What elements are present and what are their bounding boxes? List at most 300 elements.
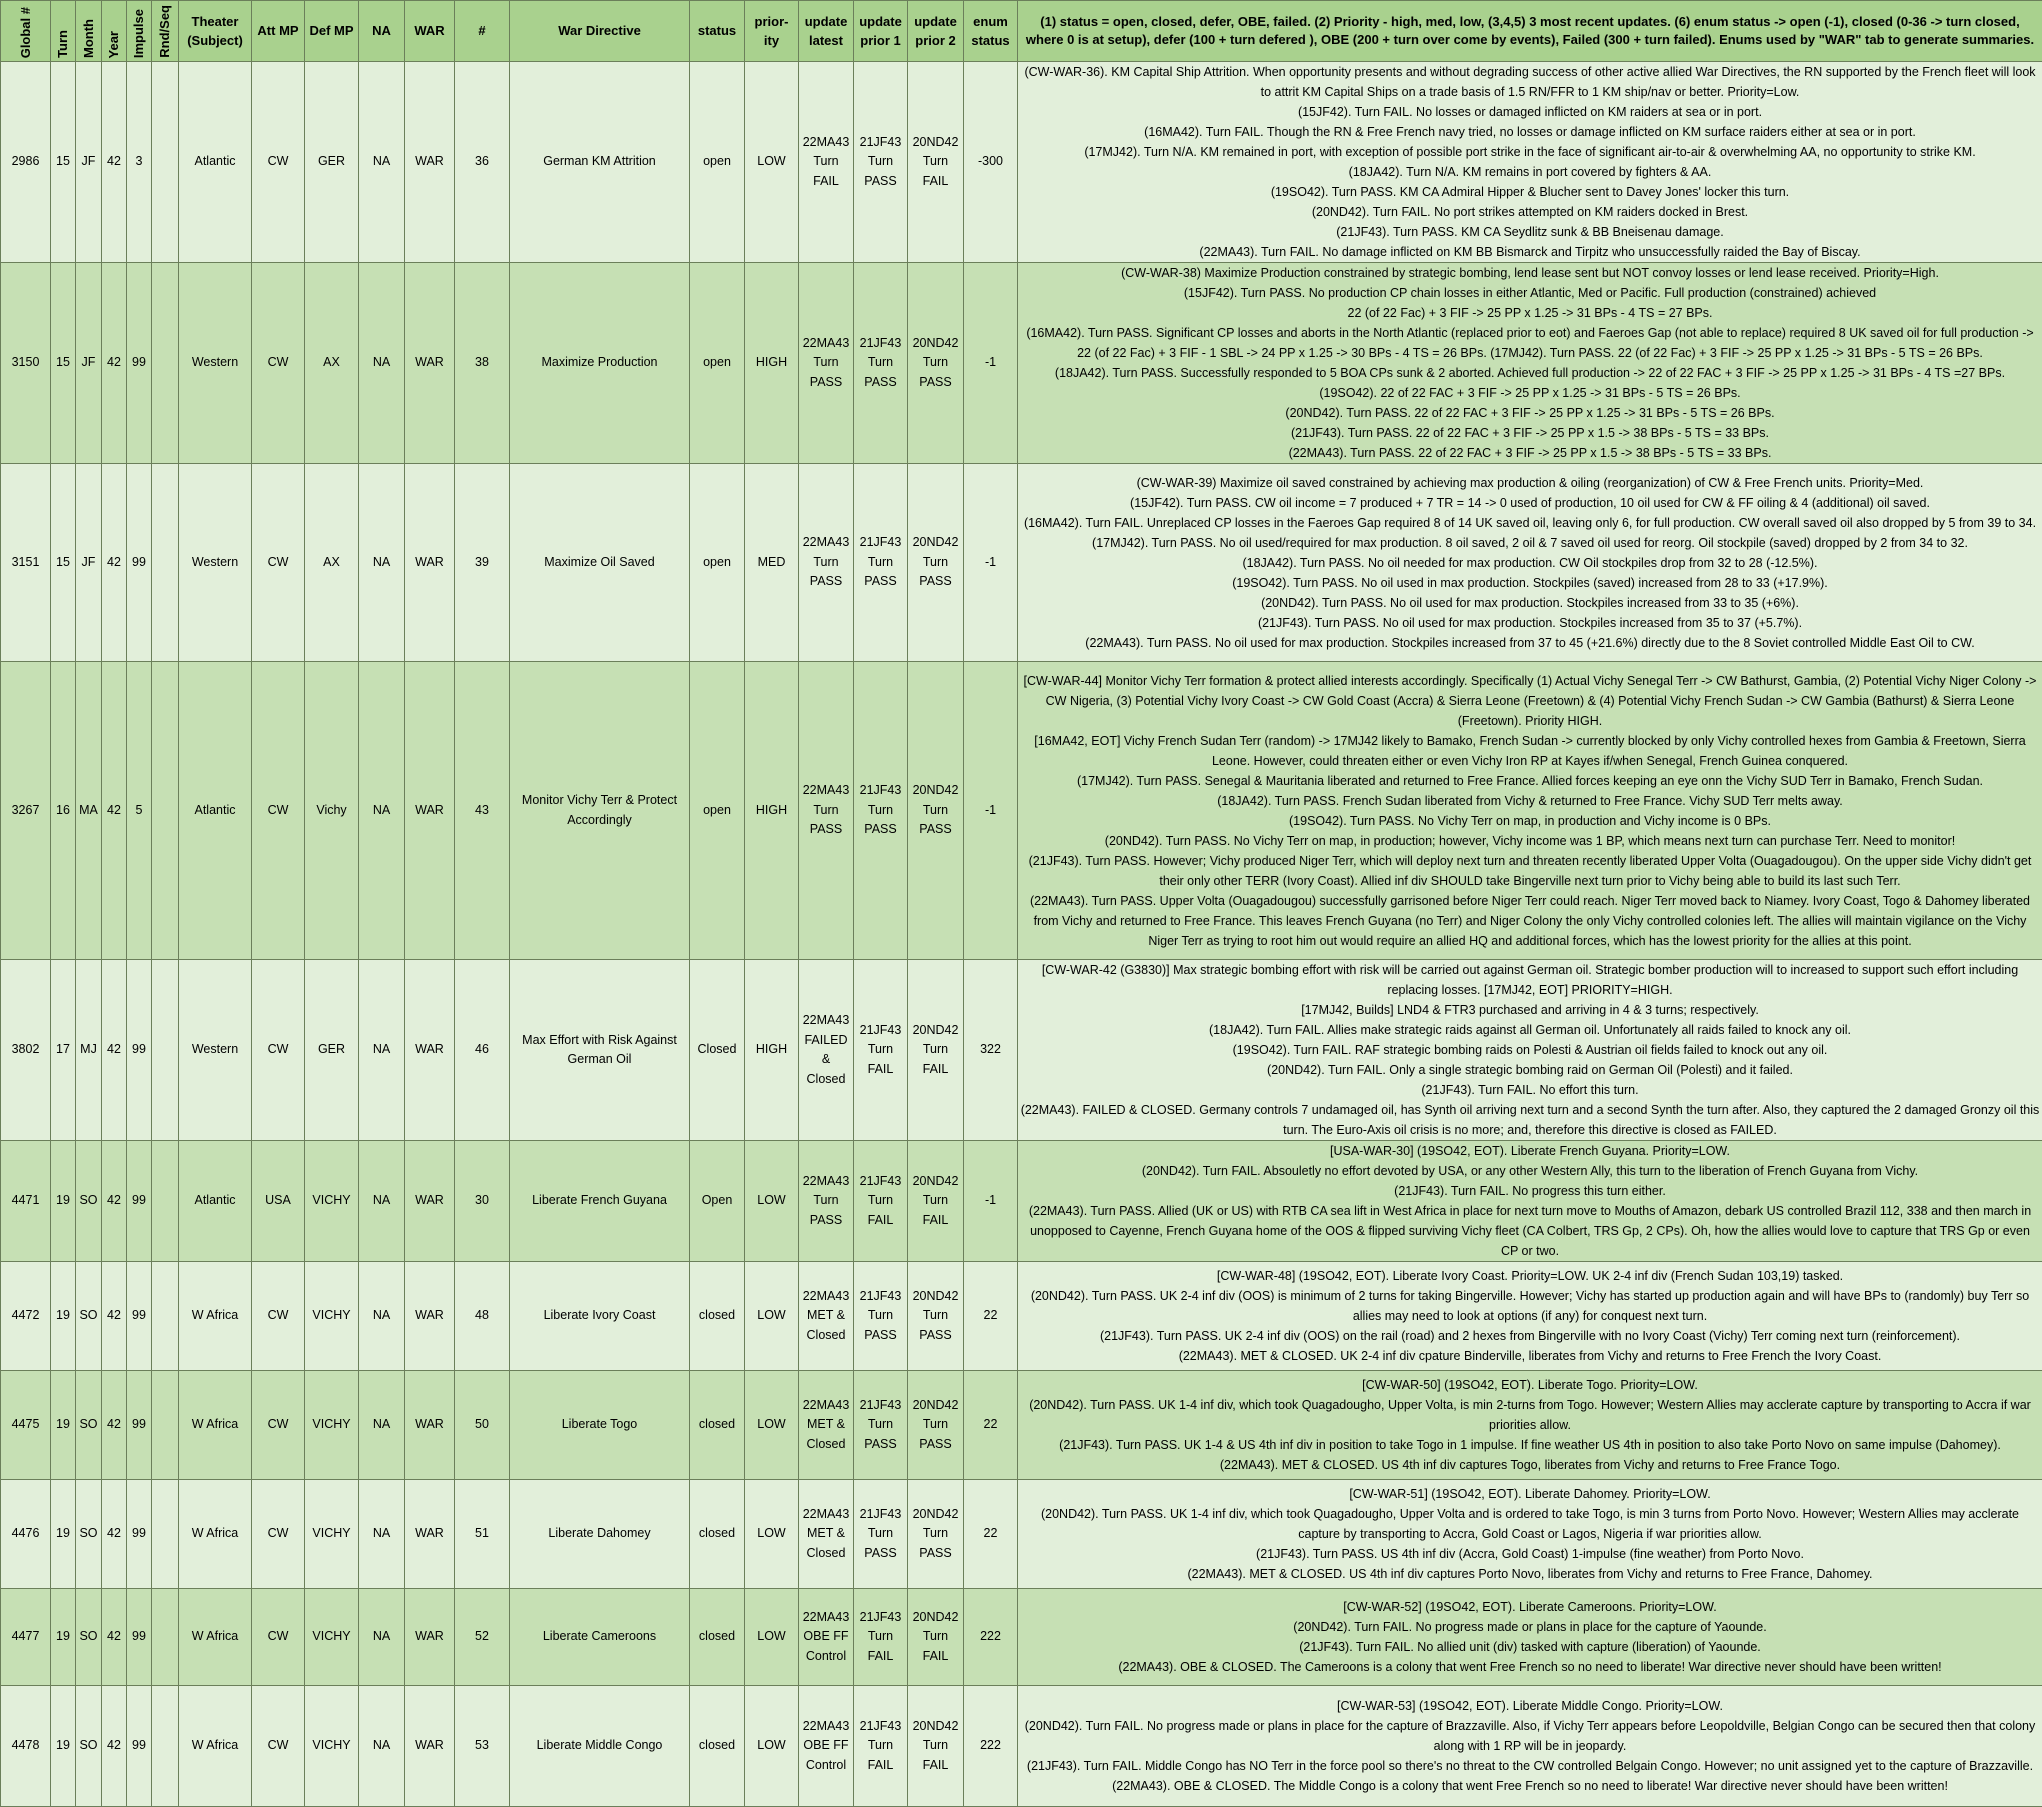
cell-month[interactable]: SO bbox=[76, 1262, 102, 1371]
cell-month[interactable]: JF bbox=[76, 464, 102, 662]
note-line: (18JA42). Turn FAIL. Allies make strategic raids against all German oil. Unfortunately all raids failed to knock any oil. bbox=[1020, 1020, 2040, 1040]
col-header-war[interactable]: WAR bbox=[405, 1, 455, 62]
cell-number[interactable]: 52 bbox=[455, 1589, 510, 1686]
cell-year[interactable]: 42 bbox=[102, 1480, 127, 1589]
note-line: (22MA43). FAILED & CLOSED. Germany controls 7 undamaged oil, has Synth oil arriving next turn and a second Synth the turn after. Also, they captured the 2 damaged Gronzy oil this turn. The Euro-Axis oil crisis is no more; and, therefore this directive is closed as FAILED. bbox=[1020, 1100, 2040, 1140]
cell-status[interactable]: closed bbox=[690, 1262, 745, 1371]
cell-theater[interactable]: Atlantic bbox=[179, 62, 252, 263]
cell-enum-status[interactable]: 222 bbox=[964, 1686, 1018, 1807]
cell-global[interactable]: 4471 bbox=[1, 1141, 51, 1262]
cell-war-directive[interactable]: Liberate Ivory Coast bbox=[510, 1262, 690, 1371]
col-header-war-directive[interactable]: War Directive bbox=[510, 1, 690, 62]
cell-turn[interactable]: 15 bbox=[51, 464, 76, 662]
note-line: (22MA43). MET & CLOSED. UK 2-4 inf div cpature Binderville, liberates from Vichy and returns to Free French the Ivory Coast. bbox=[1020, 1346, 2040, 1366]
cell-global[interactable]: 3267 bbox=[1, 662, 51, 960]
cell-year[interactable]: 42 bbox=[102, 62, 127, 263]
cell-war[interactable]: WAR bbox=[405, 62, 455, 263]
cell-update-prior-2[interactable]: 20ND42 Turn PASS bbox=[908, 263, 964, 464]
note-line: (19SO42). 22 of 22 FAC + 3 FIF -> 25 PP x 1.25 -> 31 BPs - 5 TS = 26 BPs. bbox=[1020, 383, 2040, 403]
cell-month[interactable]: SO bbox=[76, 1480, 102, 1589]
header-row bbox=[1, 1, 2042, 62]
cell-status[interactable]: open bbox=[690, 464, 745, 662]
cell-update-prior-2[interactable]: 20ND42 Turn PASS bbox=[908, 464, 964, 662]
table-row bbox=[1, 662, 2042, 960]
cell-status[interactable]: closed bbox=[690, 1589, 745, 1686]
note-line: [CW-WAR-44] Monitor Vichy Terr formation & protect allied interests accordingly. Specifically (1) Actual Vichy Senegal Terr -> CW Bathurst, Gambia, (2) Potential Vichy Niger Colony -> CW Nigeria, (3) Potential Vichy Ivory Coast -> CW Gold Coast (Accra) & Sierra Leone (Freetown) & (4) Potential Vichy French Sudan -> CW Gambia (Bathurst) & Sierra Leone (Freetown). Priority HIGH. bbox=[1020, 671, 2040, 731]
note-line: (22MA43). MET & CLOSED. US 4th inf div captures Porto Novo, liberates from Vichy and returns to Free France, Dahomey. bbox=[1020, 1564, 2040, 1584]
note-line: [CW-WAR-52] (19SO42, EOT). Liberate Cameroons. Priority=LOW. bbox=[1020, 1597, 2040, 1617]
cell-status[interactable]: open bbox=[690, 62, 745, 263]
cell-year[interactable]: 42 bbox=[102, 1686, 127, 1807]
cell-def-mp[interactable]: VICHY bbox=[305, 1141, 359, 1262]
cell-att-mp[interactable]: CW bbox=[252, 1262, 305, 1371]
cell-war-directive[interactable]: Liberate Middle Congo bbox=[510, 1686, 690, 1807]
cell-year[interactable]: 42 bbox=[102, 1589, 127, 1686]
cell-number[interactable]: 51 bbox=[455, 1480, 510, 1589]
cell-priority[interactable]: LOW bbox=[745, 1589, 799, 1686]
note-line: (20ND42). Turn PASS. UK 1-4 inf div, which took Quagadougho, Upper Volta and is ordered to take Togo, is min 3 turns from Porto Novo. However; Western Allies may acclerate capture by transporting to Accra, Gold Coast or Lagos, Nigeria if war priorities allow. bbox=[1020, 1504, 2040, 1544]
cell-global[interactable]: 3151 bbox=[1, 464, 51, 662]
table-row bbox=[1, 1589, 2042, 1686]
cell-notes[interactable] bbox=[1018, 1262, 2042, 1371]
cell-theater[interactable]: Western bbox=[179, 263, 252, 464]
cell-att-mp[interactable]: CW bbox=[252, 1480, 305, 1589]
cell-notes[interactable] bbox=[1018, 1686, 2042, 1807]
cell-month[interactable]: MA bbox=[76, 662, 102, 960]
cell-update-prior-1[interactable]: 21JF43 Turn PASS bbox=[854, 1262, 908, 1371]
cell-priority[interactable]: LOW bbox=[745, 1262, 799, 1371]
note-line: (19SO42). Turn PASS. No Vichy Terr on map, in production and Vichy income is 0 BPs. bbox=[1020, 811, 2040, 831]
cell-global[interactable]: 4475 bbox=[1, 1371, 51, 1480]
cell-global[interactable]: 4476 bbox=[1, 1480, 51, 1589]
cell-turn[interactable]: 19 bbox=[51, 1480, 76, 1589]
cell-theater[interactable]: Western bbox=[179, 960, 252, 1141]
col-header-global[interactable]: Global # bbox=[1, 1, 51, 62]
cell-enum-status[interactable]: 22 bbox=[964, 1262, 1018, 1371]
cell-update-prior-1[interactable]: 21JF43 Turn FAIL bbox=[854, 1686, 908, 1807]
col-header-def-mp[interactable]: Def MP bbox=[305, 1, 359, 62]
cell-impulse[interactable]: 99 bbox=[127, 1141, 152, 1262]
cell-update-prior-1[interactable]: 21JF43 Turn PASS bbox=[854, 62, 908, 263]
note-line: (20ND42). Turn PASS. UK 2-4 inf div (OOS) is minimum of 2 turns for taking Bingerville. However; Vichy has started up production again and will have BPs to (randomly) buy Terr so allies may need to look at options (if any) for conquest next turn. bbox=[1020, 1286, 2040, 1326]
cell-year[interactable]: 42 bbox=[102, 263, 127, 464]
note-line: [CW-WAR-42 (G3830)] Max strategic bombing effort with risk will be carried out against German oil. Strategic bomber production will to increased to support such effort including replacing losses. [17MJ42, EOT] PRIORITY=HIGH. bbox=[1020, 960, 2040, 1000]
cell-war[interactable]: WAR bbox=[405, 1141, 455, 1262]
cell-na[interactable]: NA bbox=[359, 1141, 405, 1262]
cell-theater[interactable]: W Africa bbox=[179, 1480, 252, 1589]
table-row bbox=[1, 1480, 2042, 1589]
cell-enum-status[interactable]: -1 bbox=[964, 263, 1018, 464]
cell-impulse[interactable]: 99 bbox=[127, 1262, 152, 1371]
note-line: (21JF43). Turn FAIL. No allied unit (div) tasked with capture (liberation) of Yaounde. bbox=[1020, 1637, 2040, 1657]
note-line: [CW-WAR-53] (19SO42, EOT). Liberate Middle Congo. Priority=LOW. bbox=[1020, 1696, 2040, 1716]
note-line: (16MA42). Turn FAIL. Unreplaced CP losses in the Faeroes Gap required 8 of 14 UK saved oil, leaving only 6, for full production. CW overall saved oil also dropped by 5 from 39 to 34. bbox=[1020, 513, 2040, 533]
cell-def-mp[interactable]: VICHY bbox=[305, 1686, 359, 1807]
cell-month[interactable]: SO bbox=[76, 1686, 102, 1807]
cell-war[interactable]: WAR bbox=[405, 1480, 455, 1589]
col-header-month[interactable]: Month bbox=[76, 1, 102, 62]
cell-status[interactable]: closed bbox=[690, 1480, 745, 1589]
cell-update-prior-1[interactable]: 21JF43 Turn PASS bbox=[854, 464, 908, 662]
note-line: [16MA42, EOT] Vichy French Sudan Terr (random) -> 17MJ42 likely to Bamako, French Sudan -> currently blocked by only Vichy controlled hexes from Gambia & Freetown, Sierra Leone. However, could threaten either or even Vichy Iron RP at Kayes if/when Senegal, French Guinea conquered. bbox=[1020, 731, 2040, 771]
cell-na[interactable]: NA bbox=[359, 62, 405, 263]
table-row bbox=[1, 1686, 2042, 1807]
cell-na[interactable]: NA bbox=[359, 1262, 405, 1371]
cell-update-prior-1[interactable]: 21JF43 Turn FAIL bbox=[854, 1589, 908, 1686]
note-line: (CW-WAR-39) Maximize oil saved constrained by achieving max production & oiling (reorganization) of CW & Free French units. Priority=Med. bbox=[1020, 473, 2040, 493]
cell-priority[interactable]: MED bbox=[745, 464, 799, 662]
cell-war-directive[interactable]: Liberate Dahomey bbox=[510, 1480, 690, 1589]
col-header-theater[interactable]: Theater (Subject) bbox=[179, 1, 252, 62]
cell-turn[interactable]: 19 bbox=[51, 1371, 76, 1480]
cell-def-mp[interactable]: GER bbox=[305, 960, 359, 1141]
cell-rnd-seq[interactable] bbox=[152, 960, 179, 1141]
cell-number[interactable]: 53 bbox=[455, 1686, 510, 1807]
note-line: (18JA42). Turn PASS. No oil needed for max production. CW Oil stockpiles drop from 32 to 28 (-12.5%). bbox=[1020, 553, 2040, 573]
cell-def-mp[interactable]: VICHY bbox=[305, 1371, 359, 1480]
table-row bbox=[1, 1141, 2042, 1262]
note-line: (15JF42). Turn PASS. CW oil income = 7 produced + 7 TR = 14 -> 0 used of production, 10 oil used for CW & FF oiling & 4 (additional) oil saved. bbox=[1020, 493, 2040, 513]
cell-rnd-seq[interactable] bbox=[152, 62, 179, 263]
cell-att-mp[interactable]: CW bbox=[252, 960, 305, 1141]
cell-month[interactable]: SO bbox=[76, 1371, 102, 1480]
cell-war[interactable]: WAR bbox=[405, 464, 455, 662]
cell-notes[interactable] bbox=[1018, 960, 2042, 1141]
cell-def-mp[interactable]: Vichy bbox=[305, 662, 359, 960]
note-line: (19SO42). Turn FAIL. RAF strategic bombing raids on Polesti & Austrian oil fields failed to knock out any oil. bbox=[1020, 1040, 2040, 1060]
cell-theater[interactable]: W Africa bbox=[179, 1262, 252, 1371]
col-header-year[interactable]: Year bbox=[102, 1, 127, 62]
cell-update-prior-2[interactable]: 20ND42 Turn PASS bbox=[908, 1371, 964, 1480]
note-line: (20ND42). Turn FAIL. No progress made or plans in place for the capture of Brazzaville. Also, if Vichy Terr appears before Leopoldville, Belgian Congo can be secured then that colony along with 1 RP will be in jeopardy. bbox=[1020, 1716, 2040, 1756]
note-line: (21JF43). Turn PASS. 22 of 22 FAC + 3 FIF -> 25 PP x 1.5 -> 38 BPs - 5 TS = 33 BPs. bbox=[1020, 423, 2040, 443]
cell-impulse[interactable]: 3 bbox=[127, 62, 152, 263]
cell-number[interactable]: 50 bbox=[455, 1371, 510, 1480]
note-line: (20ND42). Turn PASS. No oil used for max production. Stockpiles increased from 33 to 35 (+6%). bbox=[1020, 593, 2040, 613]
cell-year[interactable]: 42 bbox=[102, 1371, 127, 1480]
cell-enum-status[interactable]: -300 bbox=[964, 62, 1018, 263]
cell-impulse[interactable]: 99 bbox=[127, 464, 152, 662]
note-line: (16MA42). Turn FAIL. Though the RN & Free French navy tried, no losses or damage inflicted on KM surface raiders either at sea or in port. bbox=[1020, 122, 2040, 142]
cell-war[interactable]: WAR bbox=[405, 1371, 455, 1480]
note-line: (21JF43). Turn PASS. No oil used for max production. Stockpiles increased from 35 to 37 (+5.7%). bbox=[1020, 613, 2040, 633]
cell-month[interactable]: SO bbox=[76, 1589, 102, 1686]
cell-month[interactable]: JF bbox=[76, 263, 102, 464]
cell-war[interactable]: WAR bbox=[405, 662, 455, 960]
cell-update-latest[interactable]: 22MA43 OBE FF Control bbox=[799, 1686, 854, 1807]
cell-year[interactable]: 42 bbox=[102, 960, 127, 1141]
cell-update-prior-2[interactable]: 20ND42 Turn FAIL bbox=[908, 1686, 964, 1807]
cell-war-directive[interactable]: Max Effort with Risk Against German Oil bbox=[510, 960, 690, 1141]
cell-rnd-seq[interactable] bbox=[152, 263, 179, 464]
note-line: (17MJ42). Turn PASS. Senegal & Mauritania liberated and returned to Free France. Allied forces keeping an eye onn the Vichy SUD Terr in Bamako, French Sudan. bbox=[1020, 771, 2040, 791]
col-header-number[interactable]: # bbox=[455, 1, 510, 62]
cell-global[interactable]: 3802 bbox=[1, 960, 51, 1141]
cell-att-mp[interactable]: CW bbox=[252, 1686, 305, 1807]
table-row bbox=[1, 960, 2042, 1141]
cell-turn[interactable]: 19 bbox=[51, 1262, 76, 1371]
cell-na[interactable]: NA bbox=[359, 1480, 405, 1589]
cell-update-prior-1[interactable]: 21JF43 Turn FAIL bbox=[854, 960, 908, 1141]
cell-year[interactable]: 42 bbox=[102, 1262, 127, 1371]
note-line: (20ND42). Turn PASS. UK 1-4 inf div, which took Quagadougho, Upper Volta, is min 2-turns from Togo. However; Western Allies may acclerate capture by transporting to Accra if war priorities allow. bbox=[1020, 1395, 2040, 1435]
cell-month[interactable]: MJ bbox=[76, 960, 102, 1141]
col-header-update-latest[interactable]: update latest bbox=[799, 1, 854, 62]
cell-priority[interactable]: LOW bbox=[745, 1686, 799, 1807]
cell-month[interactable]: SO bbox=[76, 1141, 102, 1262]
cell-update-latest[interactable]: 22MA43 Turn PASS bbox=[799, 1141, 854, 1262]
cell-impulse[interactable]: 99 bbox=[127, 1589, 152, 1686]
cell-month[interactable]: JF bbox=[76, 62, 102, 263]
cell-notes[interactable] bbox=[1018, 1589, 2042, 1686]
note-line: [CW-WAR-48] (19SO42, EOT). Liberate Ivory Coast. Priority=LOW. UK 2-4 inf div (French Sudan 103,19) tasked. bbox=[1020, 1266, 2040, 1286]
col-header-update-prior-1[interactable]: update prior 1 bbox=[854, 1, 908, 62]
note-line: (22MA43). Turn PASS. Allied (UK or US) with RTB CA sea lift in West Africa in place for next turn move to Mouths of Amazon, debark US controlled Brazil 112, 338 and then march in unopposed to Cayenne, French Guyana home of the OOS & flipped surviving Vichy fleet (CA Colbert, TRS Gp, 2 CPs). Oh, how the allies would love to capture that TRS Gp or even CP or two. bbox=[1020, 1201, 2040, 1261]
cell-war-directive[interactable]: Monitor Vichy Terr & Protect Accordingly bbox=[510, 662, 690, 960]
cell-number[interactable]: 36 bbox=[455, 62, 510, 263]
cell-na[interactable]: NA bbox=[359, 1589, 405, 1686]
note-line: (17MJ42). Turn PASS. No oil used/required for max production. 8 oil saved, 2 oil & 7 saved oil used for reorg. Oil stockpile (saved) dropped by 2 from 34 to 32. bbox=[1020, 533, 2040, 553]
note-line: [CW-WAR-51] (19SO42, EOT). Liberate Dahomey. Priority=LOW. bbox=[1020, 1484, 2040, 1504]
table-row bbox=[1, 1371, 2042, 1480]
cell-na[interactable]: NA bbox=[359, 1371, 405, 1480]
cell-enum-status[interactable]: -1 bbox=[964, 1141, 1018, 1262]
note-line: (21JF43). Turn PASS. UK 1-4 & US 4th inf div in position to take Togo in 1 impulse. If fine weather US 4th in position to also take Porto Novo on same impulse (Dahomey). bbox=[1020, 1435, 2040, 1455]
cell-def-mp[interactable]: AX bbox=[305, 263, 359, 464]
cell-na[interactable]: NA bbox=[359, 1686, 405, 1807]
cell-status[interactable]: Open bbox=[690, 1141, 745, 1262]
note-line: (19SO42). Turn PASS. No oil used in max production. Stockpiles (saved) increased from 28 to 33 (+17.9%). bbox=[1020, 573, 2040, 593]
cell-update-latest[interactable]: 22MA43 Turn PASS bbox=[799, 662, 854, 960]
cell-impulse[interactable]: 5 bbox=[127, 662, 152, 960]
cell-update-prior-1[interactable]: 21JF43 Turn FAIL bbox=[854, 1141, 908, 1262]
col-header-status[interactable]: status bbox=[690, 1, 745, 62]
cell-update-prior-1[interactable]: 21JF43 Turn PASS bbox=[854, 1480, 908, 1589]
cell-notes[interactable] bbox=[1018, 464, 2042, 662]
cell-number[interactable]: 43 bbox=[455, 662, 510, 960]
cell-na[interactable]: NA bbox=[359, 263, 405, 464]
cell-rnd-seq[interactable] bbox=[152, 1686, 179, 1807]
cell-na[interactable]: NA bbox=[359, 464, 405, 662]
note-line: (18JA42). Turn N/A. KM remains in port covered by fighters & AA. bbox=[1020, 162, 2040, 182]
cell-global[interactable]: 4478 bbox=[1, 1686, 51, 1807]
cell-status[interactable]: closed bbox=[690, 1371, 745, 1480]
cell-na[interactable]: NA bbox=[359, 662, 405, 960]
cell-update-prior-2[interactable]: 20ND42 Turn FAIL bbox=[908, 960, 964, 1141]
cell-status[interactable]: open bbox=[690, 263, 745, 464]
cell-update-prior-2[interactable]: 20ND42 Turn PASS bbox=[908, 1480, 964, 1589]
cell-war-directive[interactable]: Liberate Togo bbox=[510, 1371, 690, 1480]
cell-update-prior-1[interactable]: 21JF43 Turn PASS bbox=[854, 263, 908, 464]
cell-global[interactable]: 3150 bbox=[1, 263, 51, 464]
cell-def-mp[interactable]: AX bbox=[305, 464, 359, 662]
cell-number[interactable]: 46 bbox=[455, 960, 510, 1141]
note-line: (22MA43). Turn PASS. Upper Volta (Ouagadougou) successfully garrisoned before Niger Terr could reach. Niger Terr moved back to Niamey. Ivory Coast, Togo & Dahomey liberated from Vichy and returned to Free France. This leaves French Guyana (no Terr) and Niger Colony the only Vichy controlled colonies left. The allies will maintain vigilance on the Vichy Niger Terr as trying to root him out would require an allied HQ and additional forces, which has the lowest priority for the allies at this point. bbox=[1020, 891, 2040, 951]
note-line: (21JF43). Turn PASS. However; Vichy produced Niger Terr, which will deploy next turn and threaten recently liberated Upper Volta (Ouagadougou). On the upper side Vichy didn't get their only other TERR (Ivory Coast). Allied inf div SHOULD take Bingerville next turn prior to Vichy being able to build its last such Terr. bbox=[1020, 851, 2040, 891]
cell-rnd-seq[interactable] bbox=[152, 464, 179, 662]
note-line: (18JA42). Turn PASS. French Sudan liberated from Vichy & returned to Free France. Vichy SUD Terr melts away. bbox=[1020, 791, 2040, 811]
cell-update-prior-2[interactable]: 20ND42 Turn PASS bbox=[908, 662, 964, 960]
cell-update-prior-1[interactable]: 21JF43 Turn PASS bbox=[854, 662, 908, 960]
cell-war[interactable]: WAR bbox=[405, 1686, 455, 1807]
cell-def-mp[interactable]: GER bbox=[305, 62, 359, 263]
cell-war[interactable]: WAR bbox=[405, 960, 455, 1141]
cell-year[interactable]: 42 bbox=[102, 1141, 127, 1262]
cell-priority[interactable]: LOW bbox=[745, 62, 799, 263]
cell-priority[interactable]: HIGH bbox=[745, 960, 799, 1141]
cell-enum-status[interactable]: -1 bbox=[964, 662, 1018, 960]
cell-war-directive[interactable]: Maximize Production bbox=[510, 263, 690, 464]
col-header-enum-status[interactable]: enum status bbox=[964, 1, 1018, 62]
cell-att-mp[interactable]: CW bbox=[252, 1589, 305, 1686]
cell-notes[interactable] bbox=[1018, 1141, 2042, 1262]
cell-att-mp[interactable]: CW bbox=[252, 263, 305, 464]
cell-turn[interactable]: 15 bbox=[51, 62, 76, 263]
note-line: (17MJ42). Turn N/A. KM remained in port, with exception of possible port strike in the face of significant air-to-air & overwhelming AA, no opportunity to strike KM. bbox=[1020, 142, 2040, 162]
cell-na[interactable]: NA bbox=[359, 960, 405, 1141]
cell-number[interactable]: 38 bbox=[455, 263, 510, 464]
cell-update-latest[interactable]: 22MA43 Turn PASS bbox=[799, 263, 854, 464]
cell-turn[interactable]: 16 bbox=[51, 662, 76, 960]
col-header-turn[interactable]: Turn bbox=[51, 1, 76, 62]
cell-turn[interactable]: 19 bbox=[51, 1686, 76, 1807]
cell-notes[interactable] bbox=[1018, 62, 2042, 263]
cell-update-latest[interactable]: 22MA43 Turn PASS bbox=[799, 464, 854, 662]
col-header-rnd-seq[interactable]: Rnd/Seq bbox=[152, 1, 179, 62]
cell-global[interactable]: 4477 bbox=[1, 1589, 51, 1686]
cell-number[interactable]: 48 bbox=[455, 1262, 510, 1371]
cell-rnd-seq[interactable] bbox=[152, 662, 179, 960]
cell-status[interactable]: open bbox=[690, 662, 745, 960]
cell-notes[interactable] bbox=[1018, 1480, 2042, 1589]
note-line: (21JF43). Turn FAIL. Middle Congo has NO Terr in the force pool so there's no threat to the CW controlled Belgain Congo. However; no unit assigned yet to the capture of Brazzaville. bbox=[1020, 1756, 2040, 1776]
note-line: (21JF43). Turn PASS. UK 2-4 inf div (OOS) on the rail (road) and 2 hexes from Bingerville with no Ivory Coast (Vichy) Terr coming next turn (reinforcement). bbox=[1020, 1326, 2040, 1346]
cell-theater[interactable]: Atlantic bbox=[179, 662, 252, 960]
cell-priority[interactable]: HIGH bbox=[745, 662, 799, 960]
cell-enum-status[interactable]: 322 bbox=[964, 960, 1018, 1141]
cell-impulse[interactable]: 99 bbox=[127, 1371, 152, 1480]
cell-enum-status[interactable]: 22 bbox=[964, 1480, 1018, 1589]
cell-impulse[interactable]: 99 bbox=[127, 1686, 152, 1807]
cell-notes[interactable] bbox=[1018, 662, 2042, 960]
cell-year[interactable]: 42 bbox=[102, 662, 127, 960]
cell-turn[interactable]: 15 bbox=[51, 263, 76, 464]
cell-rnd-seq[interactable] bbox=[152, 1589, 179, 1686]
col-header-att-mp[interactable]: Att MP bbox=[252, 1, 305, 62]
note-line: (20ND42). Turn PASS. 22 of 22 FAC + 3 FIF -> 25 PP x 1.25 -> 31 BPs - 5 TS = 26 BPs. bbox=[1020, 403, 2040, 423]
cell-status[interactable]: closed bbox=[690, 1686, 745, 1807]
cell-priority[interactable]: LOW bbox=[745, 1480, 799, 1589]
note-line: [17MJ42, Builds] LND4 & FTR3 purchased and arriving in 4 & 3 turns; respectively. bbox=[1020, 1000, 2040, 1020]
cell-rnd-seq[interactable] bbox=[152, 1141, 179, 1262]
cell-att-mp[interactable]: CW bbox=[252, 62, 305, 263]
cell-war-directive[interactable]: Liberate Cameroons bbox=[510, 1589, 690, 1686]
note-line: (21JF43). Turn PASS. US 4th inf div (Accra, Gold Coast) 1-impulse (fine weather) from Porto Novo. bbox=[1020, 1544, 2040, 1564]
cell-update-prior-2[interactable]: 20ND42 Turn FAIL bbox=[908, 62, 964, 263]
table-row bbox=[1, 1262, 2042, 1371]
cell-rnd-seq[interactable] bbox=[152, 1262, 179, 1371]
cell-notes[interactable] bbox=[1018, 263, 2042, 464]
cell-notes[interactable] bbox=[1018, 1371, 2042, 1480]
cell-global[interactable]: 2986 bbox=[1, 62, 51, 263]
col-header-update-prior-2[interactable]: update prior 2 bbox=[908, 1, 964, 62]
cell-update-prior-2[interactable]: 20ND42 Turn FAIL bbox=[908, 1589, 964, 1686]
cell-def-mp[interactable]: VICHY bbox=[305, 1262, 359, 1371]
cell-def-mp[interactable]: VICHY bbox=[305, 1480, 359, 1589]
cell-turn[interactable]: 19 bbox=[51, 1141, 76, 1262]
cell-theater[interactable]: W Africa bbox=[179, 1371, 252, 1480]
cell-war[interactable]: WAR bbox=[405, 1262, 455, 1371]
cell-rnd-seq[interactable] bbox=[152, 1371, 179, 1480]
cell-update-prior-2[interactable]: 20ND42 Turn FAIL bbox=[908, 1141, 964, 1262]
cell-year[interactable]: 42 bbox=[102, 464, 127, 662]
cell-update-latest[interactable]: 22MA43 MET & Closed bbox=[799, 1480, 854, 1589]
note-line: (19SO42). Turn PASS. KM CA Admiral Hipper & Blucher sent to Davey Jones' locker this turn. bbox=[1020, 182, 2040, 202]
cell-war-directive[interactable]: German KM Attrition bbox=[510, 62, 690, 263]
col-header-impulse[interactable]: Impulse bbox=[127, 1, 152, 62]
cell-impulse[interactable]: 99 bbox=[127, 1480, 152, 1589]
cell-att-mp[interactable]: CW bbox=[252, 662, 305, 960]
cell-number[interactable]: 39 bbox=[455, 464, 510, 662]
cell-theater[interactable]: W Africa bbox=[179, 1686, 252, 1807]
cell-def-mp[interactable]: VICHY bbox=[305, 1589, 359, 1686]
cell-theater[interactable]: Western bbox=[179, 464, 252, 662]
cell-number[interactable]: 30 bbox=[455, 1141, 510, 1262]
cell-att-mp[interactable]: CW bbox=[252, 464, 305, 662]
cell-war[interactable]: WAR bbox=[405, 263, 455, 464]
cell-status[interactable]: Closed bbox=[690, 960, 745, 1141]
cell-priority[interactable]: HIGH bbox=[745, 263, 799, 464]
col-header-na[interactable]: NA bbox=[359, 1, 405, 62]
cell-update-latest[interactable]: 22MA43 Turn FAIL bbox=[799, 62, 854, 263]
note-line: [USA-WAR-30] (19SO42, EOT). Liberate French Guyana. Priority=LOW. bbox=[1020, 1141, 2040, 1161]
cell-update-latest[interactable]: 22MA43 MET & Closed bbox=[799, 1371, 854, 1480]
cell-war-directive[interactable]: Maximize Oil Saved bbox=[510, 464, 690, 662]
cell-enum-status[interactable]: 222 bbox=[964, 1589, 1018, 1686]
cell-turn[interactable]: 17 bbox=[51, 960, 76, 1141]
cell-rnd-seq[interactable] bbox=[152, 1480, 179, 1589]
cell-enum-status[interactable]: 22 bbox=[964, 1371, 1018, 1480]
note-line: 22 (of 22 Fac) + 3 FIF -> 25 PP x 1.25 -> 31 BPs - 4 TS = 27 BPs. bbox=[1020, 303, 2040, 323]
cell-impulse[interactable]: 99 bbox=[127, 960, 152, 1141]
cell-theater[interactable]: Atlantic bbox=[179, 1141, 252, 1262]
col-header-notes[interactable]: (1) status = open, closed, defer, OBE, failed. (2) Priority - high, med, low, (3,4,5) 3 most recent updates. (6) enum status -> open (-1), closed (0-36 -> turn closed, where 0 is at setup), defer (100 + turn defered ), OBE (200 + turn over come by events), Failed (300 + turn failed). Enums used by "WAR" tab to generate summaries. bbox=[1018, 1, 2042, 62]
cell-turn[interactable]: 19 bbox=[51, 1589, 76, 1686]
cell-global[interactable]: 4472 bbox=[1, 1262, 51, 1371]
note-line: (21JF43). Turn FAIL. No effort this turn. bbox=[1020, 1080, 2040, 1100]
cell-war-directive[interactable]: Liberate French Guyana bbox=[510, 1141, 690, 1262]
cell-update-latest[interactable]: 22MA43 FAILED & Closed bbox=[799, 960, 854, 1141]
note-line: (20ND42). Turn FAIL. No progress made or plans in place for the capture of Yaounde. bbox=[1020, 1617, 2040, 1637]
cell-att-mp[interactable]: CW bbox=[252, 1371, 305, 1480]
note-line: (18JA42). Turn PASS. Successfully responded to 5 BOA CPs sunk & 2 aborted. Achieved full production -> 22 of 22 FAC + 3 FIF -> 25 PP x 1.25 -> 31 BPs - 4 TS =27 BPs. bbox=[1020, 363, 2040, 383]
note-line: (CW-WAR-38) Maximize Production constrained by strategic bombing, lend lease sent but NOT convoy losses or lend lease received. Priority=High. bbox=[1020, 263, 2040, 283]
cell-theater[interactable]: W Africa bbox=[179, 1589, 252, 1686]
cell-update-prior-2[interactable]: 20ND42 Turn PASS bbox=[908, 1262, 964, 1371]
note-line: (22MA43). Turn PASS. No oil used for max production. Stockpiles increased from 37 to 45 (+21.6%) directly due to the 8 Soviet controlled Middle East Oil to CW. bbox=[1020, 633, 2040, 653]
cell-priority[interactable]: LOW bbox=[745, 1141, 799, 1262]
cell-enum-status[interactable]: -1 bbox=[964, 464, 1018, 662]
note-line: (21JF43). Turn PASS. KM CA Seydlitz sunk & BB Bneisenau damage. bbox=[1020, 222, 2040, 242]
cell-impulse[interactable]: 99 bbox=[127, 263, 152, 464]
cell-update-prior-1[interactable]: 21JF43 Turn PASS bbox=[854, 1371, 908, 1480]
cell-priority[interactable]: LOW bbox=[745, 1371, 799, 1480]
cell-att-mp[interactable]: USA bbox=[252, 1141, 305, 1262]
cell-war[interactable]: WAR bbox=[405, 1589, 455, 1686]
cell-update-latest[interactable]: 22MA43 OBE FF Control bbox=[799, 1589, 854, 1686]
col-header-priority[interactable]: prior- ity bbox=[745, 1, 799, 62]
cell-update-latest[interactable]: 22MA43 MET & Closed bbox=[799, 1262, 854, 1371]
